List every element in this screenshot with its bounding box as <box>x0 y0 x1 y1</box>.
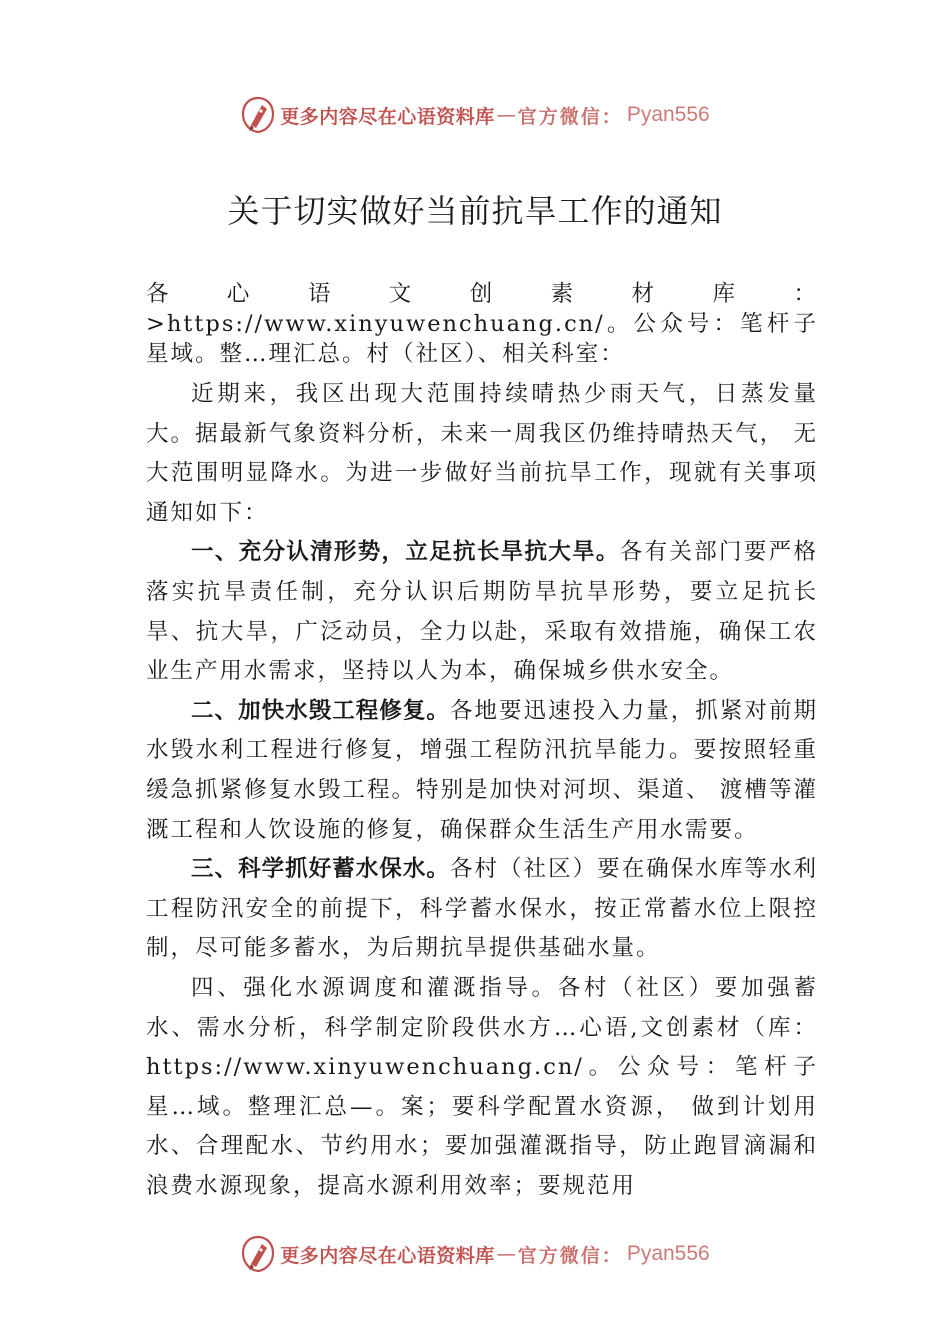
section-3 <box>146 850 818 969</box>
section-1 <box>146 533 818 691</box>
wechat-label: 官方微信： <box>517 105 623 128</box>
intro-paragraph: 近期来，我区出现大范围持续晴热少雨天气，日蒸发量大。据最新气象资料分析，未来一周我区仍维持晴热天气， 无大范围明显降水。为进一步做好当前抗旱工作，现就有关事项通知如下： <box>146 381 818 526</box>
brand-text: 更多内容尽在心语资料库 <box>280 1244 495 1267</box>
document-body <box>146 279 818 1206</box>
wechat-id: Pyan556 <box>626 103 710 126</box>
section-2 <box>146 692 818 850</box>
section-3-body: 各村（社区）要在确保水库等水利工程防汛安全的前提下，科学蓄水保水，按正常蓄水位上限控制，尽可能多蓄水，为后期抗旱提供基础水量。 <box>146 856 818 962</box>
pen-nib-logo-icon <box>240 1234 276 1274</box>
wechat-id: Pyan556 <box>626 1242 710 1265</box>
wechat-label: 官方微信： <box>517 1244 623 1267</box>
brand-separator: — <box>496 104 516 126</box>
pen-nib-logo-icon <box>240 95 276 135</box>
brand-separator: — <box>496 1243 516 1265</box>
section-2-heading: 二、加快水毁工程修复。 <box>191 697 450 724</box>
section-3-heading: 三、科学抓好蓄水保水。 <box>191 856 450 883</box>
section-4: 四、强化水源调度和灌溉指导。各村（社区）要加强蓄水、需水分析，科学制定阶段供水方…心语,文创素材（库：https://www.xinyuwenchuang.cn/。公众号：笔杆子星…域。整理汇总—。案；要科学配置水资源， 做到计划用水、合理配水、节约用水；要加强灌溉指导，防止跑冒滴漏和浪费水源现象，提高水源利用效率；要规范用 <box>146 974 818 1199</box>
section-1-body: 各有关部门要严格落实抗旱责任制，充分认识后期防旱抗旱形势，要立足抗长旱、抗大旱，广泛动员，全力以赴，采取有效措施，确保工农业生产用水需求，坚持以人为本，确保城乡供水安全。 <box>146 539 818 685</box>
header-watermark <box>0 93 950 137</box>
document-title: 关于切实做好当前抗旱工作的通知 <box>227 192 723 230</box>
brand-text: 更多内容尽在心语资料库 <box>280 105 495 128</box>
footer-watermark <box>0 1232 950 1276</box>
section-1-heading: 一、充分认清形势，立足抗长旱抗大旱。 <box>191 539 620 566</box>
salutation: 各心语文创素材库：>https://www.xinyuwenchuang.cn/。公众号：笔杆子星域。整…理汇总。村（社区）、相关科室： <box>146 281 818 367</box>
section-2-body: 各地要迅速投入力量，抓紧对前期水毁水利工程进行修复，增强工程防汛抗旱能力。要按照轻重缓急抓紧修复水毁工程。特别是加快对河坝、渠道、 渡槽等灌溉工程和人饮设施的修复，确保群众生活生产用水需要。 <box>146 697 818 843</box>
